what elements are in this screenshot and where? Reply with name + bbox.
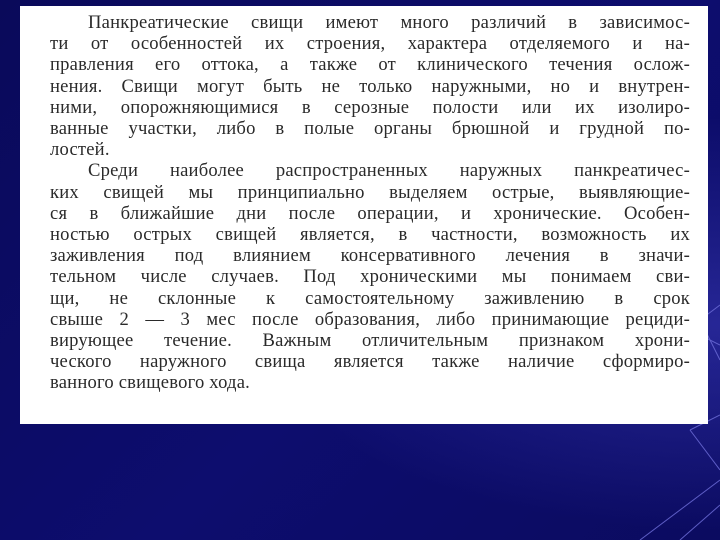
text-line: ванные участки, либо в полые органы брюшной и грудной по- xyxy=(50,118,690,140)
text-line: заживления под влиянием консервативного лечения в значи- xyxy=(50,245,690,267)
text-line: ванного свищевого хода. xyxy=(50,372,251,394)
text-line: ностью острых свищей является, в частности, возможность их xyxy=(50,224,690,246)
paragraph-1 xyxy=(50,12,690,160)
text-line: Среди наиболее распространенных наружных панкреатичес- xyxy=(88,160,690,182)
text-line: ческого наружного свища является также наличие сформиро- xyxy=(50,351,690,373)
text-line: ти от особенностей их строения, характера отделяемого и на- xyxy=(50,33,690,55)
paragraph-2 xyxy=(50,160,690,393)
text-line: лостей. xyxy=(50,139,110,161)
text-line: ся в ближайшие дни после операции, и хронические. Особен- xyxy=(50,202,690,224)
text-line: щи, не склонные к самостоятельному заживлению в срок xyxy=(50,287,690,309)
text-line: ними, опорожняющимися в серозные полости или их изолиро- xyxy=(50,96,690,118)
text-line: нения. Свищи могут быть не только наружными, но и внутрен- xyxy=(50,75,690,97)
text-line: правления его оттока, а также от клинического течения ослож- xyxy=(50,54,690,76)
text-line: тельном числе случаев. Под хроническими мы понимаем сви- xyxy=(50,266,690,288)
text-line: вирующее течение. Важным отличительным признаком хрони- xyxy=(50,330,690,352)
text-line: свыше 2 — 3 мес после образования, либо принимающие рециди- xyxy=(50,308,690,330)
scanned-text-panel xyxy=(20,6,708,424)
text-line: ких свищей мы принципиально выделяем острые, выявляющие- xyxy=(50,181,690,203)
text-line: Панкреатические свищи имеют много различий в зависимос- xyxy=(88,12,690,33)
